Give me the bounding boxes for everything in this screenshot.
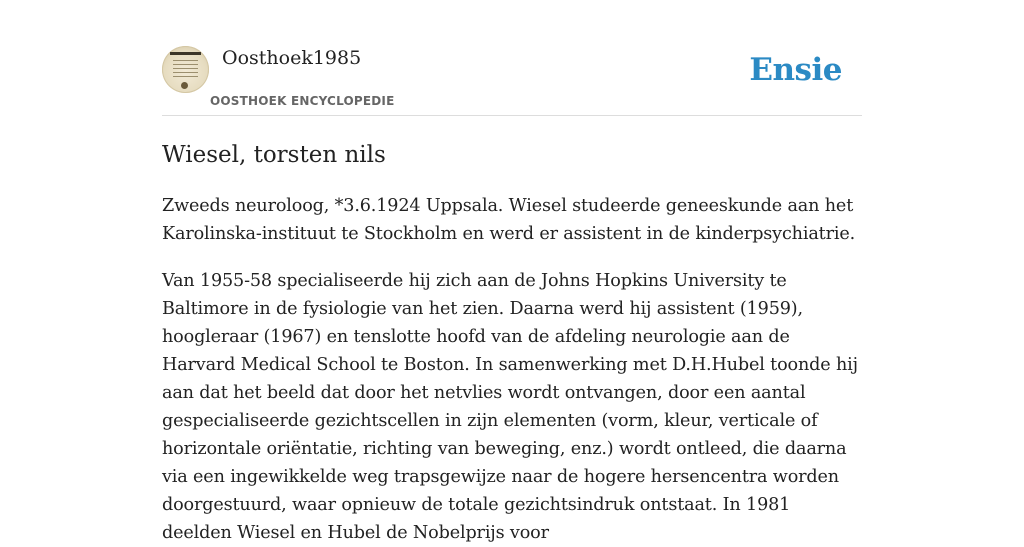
article-header <box>162 0 862 116</box>
avatar-line <box>173 76 198 77</box>
source-label: OOSTHOEK ENCYCLOPEDIE <box>210 94 395 108</box>
avatar-line <box>173 60 198 61</box>
article-paragraph: Van 1955-58 specialiseerde hij zich aan de Johns Hopkins University te Baltimore in de fysiologie van het zien. Daarna werd hij assistent (1959), hoogleraar (1967) en tenslotte hoofd van de afdeling neurologie aan de Harvard Medical School te Boston. In samenwerking met D.H.Hubel toonde hij aan dat het beeld dat door het netvlies wordt ontvangen, door een aantal gespecialiseerde gezichtscellen in zijn elementen (vorm, kleur, verticale of horizontale oriëntatie, richting van beweging, enz.) wordt ontleed, die daarna via een ingewikkelde weg trapsgewijze naar de hogere hersencentra worden doorgestuurd, waar opnieuw de totale gezichtsindruk ontstaat. In 1981 deelden Wiesel en Hubel de Nobelprijs voor <box>162 271 858 543</box>
avatar-line <box>173 68 198 69</box>
article-paragraph: Zweeds neuroloog, *3.6.1924 Uppsala. Wiesel studeerde geneeskunde aan het Karolinska-instituut te Stockholm en werd er assistent in de kinderpsychiatrie. <box>162 196 856 244</box>
article-page <box>162 0 862 543</box>
avatar-line <box>173 72 198 73</box>
avatar-seal <box>181 82 188 89</box>
avatar[interactable] <box>162 46 209 93</box>
encyclopedia-title-page-icon <box>170 52 201 55</box>
article-title: Wiesel, torsten nils <box>162 142 386 168</box>
brand-logo-link[interactable]: Ensie <box>749 52 842 88</box>
avatar-line <box>173 64 198 65</box>
author-username-link[interactable]: Oosthoek1985 <box>222 47 362 69</box>
